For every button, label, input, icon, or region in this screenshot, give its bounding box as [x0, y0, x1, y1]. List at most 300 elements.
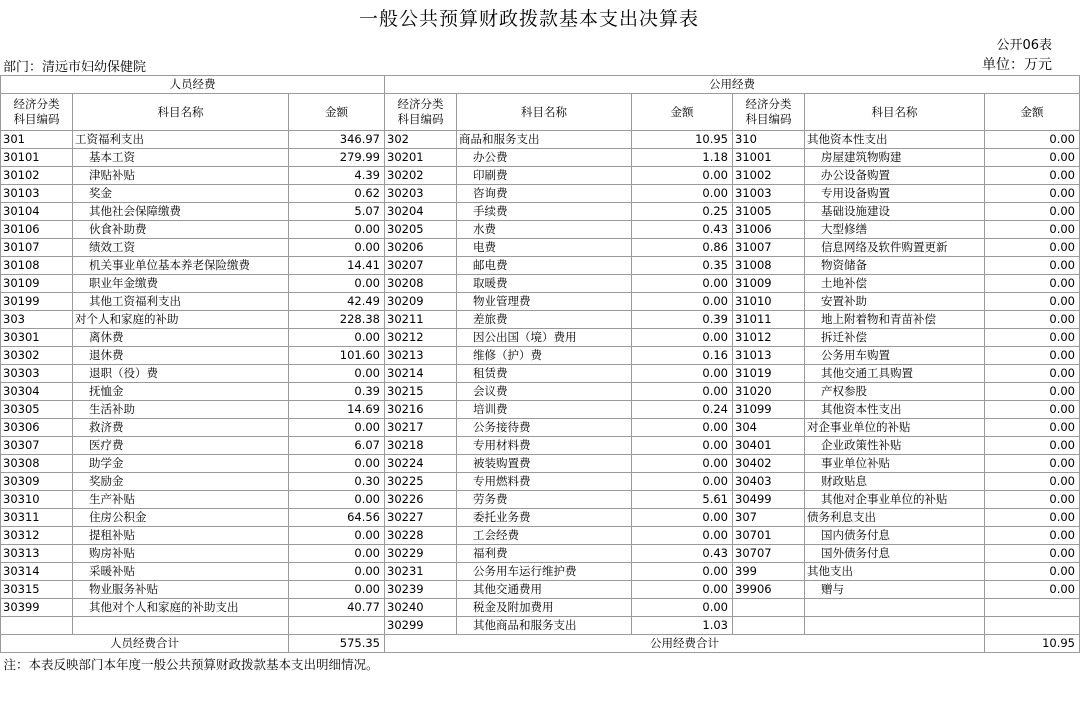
cell-code: 30207 [385, 257, 457, 275]
cell-amount: 0.00 [985, 131, 1080, 149]
table-row [1, 167, 1080, 185]
cell-item-name: 办公费 [457, 149, 632, 167]
cell-code: 30307 [1, 437, 73, 455]
cell-amount: 0.00 [985, 347, 1080, 365]
cell-amount: 0.39 [632, 311, 733, 329]
cell-item-name: 拆迁补偿 [805, 329, 985, 347]
table-row [1, 149, 1080, 167]
table-row [1, 491, 1080, 509]
cell-code: 301 [1, 131, 73, 149]
cell-item-name: 专用燃料费 [457, 473, 632, 491]
cell-item-name: 其他对企事业单位的补贴 [805, 491, 985, 509]
cell-item-name: 绩效工资 [73, 239, 289, 257]
cell-amount: 0.00 [985, 437, 1080, 455]
cell-code: 30203 [385, 185, 457, 203]
cell-code: 30201 [385, 149, 457, 167]
cell-item-name: 手续费 [457, 203, 632, 221]
cell-item-name: 其他对个人和家庭的补助支出 [73, 599, 289, 617]
cell-item-name: 奖金 [73, 185, 289, 203]
cell-amount: 0.00 [632, 383, 733, 401]
cell-code: 30311 [1, 509, 73, 527]
cell-item-name: 税金及附加费用 [457, 599, 632, 617]
cell-amount: 0.00 [985, 527, 1080, 545]
section-public: 公用经费 [385, 76, 1080, 94]
cell-code: 30304 [1, 383, 73, 401]
cell-amount: 0.00 [632, 599, 733, 617]
cell-amount: 0.00 [632, 455, 733, 473]
cell-amount: 0.00 [289, 275, 385, 293]
report-title: 一般公共预算财政拨款基本支出决算表 [358, 8, 699, 30]
cell-amount: 0.00 [289, 563, 385, 581]
cell-item-name: 劳务费 [457, 491, 632, 509]
cell-code: 30109 [1, 275, 73, 293]
cell-item-name: 抚恤金 [73, 383, 289, 401]
cell-item-name: 赠与 [805, 581, 985, 599]
cell-amount [289, 617, 385, 635]
cell-amount: 14.69 [289, 401, 385, 419]
cell-amount: 0.00 [632, 167, 733, 185]
cell-amount: 0.00 [632, 563, 733, 581]
cell-code: 30403 [733, 473, 805, 491]
cell-amount: 0.00 [985, 545, 1080, 563]
table-row [1, 203, 1080, 221]
cell-amount: 0.00 [289, 491, 385, 509]
cell-code: 30301 [1, 329, 73, 347]
cell-code: 30312 [1, 527, 73, 545]
cell-code: 31019 [733, 365, 805, 383]
cell-code: 30302 [1, 347, 73, 365]
cell-amount: 0.00 [289, 329, 385, 347]
table-row [1, 221, 1080, 239]
cell-amount: 279.99 [289, 149, 385, 167]
cell-amount [985, 599, 1080, 617]
cell-code: 30315 [1, 581, 73, 599]
cell-item-name: 其他交通费用 [457, 581, 632, 599]
cell-item-name: 取暖费 [457, 275, 632, 293]
cell-code: 31020 [733, 383, 805, 401]
cell-amount: 0.00 [985, 401, 1080, 419]
table-row [1, 311, 1080, 329]
cell-item-name: 福利费 [457, 545, 632, 563]
cell-amount [985, 617, 1080, 635]
cell-amount: 0.62 [289, 185, 385, 203]
table-row [1, 365, 1080, 383]
table-row [1, 401, 1080, 419]
cell-amount: 0.00 [289, 419, 385, 437]
cell-amount: 64.56 [289, 509, 385, 527]
table-row [1, 563, 1080, 581]
table-row [1, 509, 1080, 527]
cell-item-name: 救济费 [73, 419, 289, 437]
table-row [1, 185, 1080, 203]
cell-amount: 0.00 [985, 185, 1080, 203]
cell-item-name: 其他交通工具购置 [805, 365, 985, 383]
cell-item-name: 办公设备购置 [805, 167, 985, 185]
cell-item-name: 其他资本性支出 [805, 131, 985, 149]
cell-amount: 0.00 [632, 293, 733, 311]
cell-amount: 5.61 [632, 491, 733, 509]
cell-code: 30214 [385, 365, 457, 383]
section-header-row [1, 76, 1080, 94]
cell-item-name: 物业服务补贴 [73, 581, 289, 599]
department-label: 部门：清远市妇幼保健院 [3, 60, 147, 75]
cell-code: 31002 [733, 167, 805, 185]
cell-amount: 0.00 [985, 221, 1080, 239]
cell-amount: 6.07 [289, 437, 385, 455]
cell-amount: 10.95 [632, 131, 733, 149]
cell-amount: 0.86 [632, 239, 733, 257]
cell-code: 30313 [1, 545, 73, 563]
cell-code: 31013 [733, 347, 805, 365]
cell-amount: 0.00 [985, 167, 1080, 185]
cell-code: 30402 [733, 455, 805, 473]
section-personnel: 人员经费 [1, 76, 385, 94]
cell-item-name: 对个人和家庭的补助 [73, 311, 289, 329]
cell-amount: 4.39 [289, 167, 385, 185]
cell-code: 30213 [385, 347, 457, 365]
cell-code: 303 [1, 311, 73, 329]
cell-code: 30707 [733, 545, 805, 563]
cell-amount: 0.00 [985, 509, 1080, 527]
cell-amount: 101.60 [289, 347, 385, 365]
cell-item-name: 安置补助 [805, 293, 985, 311]
cell-amount: 0.00 [985, 365, 1080, 383]
cell-amount: 0.00 [985, 329, 1080, 347]
table-row [1, 383, 1080, 401]
cell-code: 30206 [385, 239, 457, 257]
cell-amount: 0.00 [289, 455, 385, 473]
cell-item-name: 购房补贴 [73, 545, 289, 563]
cell-amount: 1.03 [632, 617, 733, 635]
table-row [1, 329, 1080, 347]
cell-code: 30399 [1, 599, 73, 617]
cell-code: 30308 [1, 455, 73, 473]
cell-amount: 0.00 [985, 419, 1080, 437]
cell-code: 30211 [385, 311, 457, 329]
cell-item-name: 奖励金 [73, 473, 289, 491]
cell-item-name: 提租补贴 [73, 527, 289, 545]
cell-amount: 0.43 [632, 545, 733, 563]
cell-item-name: 退休费 [73, 347, 289, 365]
cell-amount: 228.38 [289, 311, 385, 329]
cell-code [733, 599, 805, 617]
cell-amount: 0.25 [632, 203, 733, 221]
table-row [1, 419, 1080, 437]
cell-code: 31012 [733, 329, 805, 347]
cell-amount: 0.00 [632, 185, 733, 203]
cell-item-name: 医疗费 [73, 437, 289, 455]
cell-item-name: 会议费 [457, 383, 632, 401]
cell-amount: 0.00 [289, 221, 385, 239]
cell-code: 39906 [733, 581, 805, 599]
cell-code: 30102 [1, 167, 73, 185]
table-row [1, 257, 1080, 275]
cell-item-name: 电费 [457, 239, 632, 257]
col-amount-header: 金额 [289, 94, 385, 131]
cell-item-name: 其他资本性支出 [805, 401, 985, 419]
cell-item-name: 采暖补贴 [73, 563, 289, 581]
cell-item-name [73, 617, 289, 635]
cell-item-name: 邮电费 [457, 257, 632, 275]
cell-amount: 0.00 [632, 527, 733, 545]
cell-code: 30212 [385, 329, 457, 347]
cell-item-name: 机关事业单位基本养老保险缴费 [73, 257, 289, 275]
cell-item-name: 土地补偿 [805, 275, 985, 293]
cell-code: 30305 [1, 401, 73, 419]
cell-item-name: 培训费 [457, 401, 632, 419]
cell-code: 30309 [1, 473, 73, 491]
col-name-header: 科目名称 [805, 94, 985, 131]
table-row [1, 293, 1080, 311]
cell-item-name: 基础设施建设 [805, 203, 985, 221]
col-code-header: 经济分类 科目编码 [1, 94, 73, 131]
cell-amount: 0.00 [985, 275, 1080, 293]
cell-code: 30701 [733, 527, 805, 545]
cell-amount: 0.35 [632, 257, 733, 275]
public-total-label: 公用经费合计 [385, 635, 985, 653]
table-row [1, 239, 1080, 257]
cell-code: 31003 [733, 185, 805, 203]
cell-amount: 0.00 [985, 203, 1080, 221]
cell-item-name: 公务用车运行维护费 [457, 563, 632, 581]
cell-code: 30401 [733, 437, 805, 455]
cell-item-name: 生活补助 [73, 401, 289, 419]
cell-code: 30104 [1, 203, 73, 221]
cell-item-name: 公务用车购置 [805, 347, 985, 365]
cell-code: 304 [733, 419, 805, 437]
form-number: 公开06表 [996, 38, 1052, 53]
cell-code: 30209 [385, 293, 457, 311]
cell-item-name: 因公出国（境）费用 [457, 329, 632, 347]
cell-amount: 0.00 [985, 293, 1080, 311]
cell-code: 31001 [733, 149, 805, 167]
cell-amount: 0.43 [632, 221, 733, 239]
table-row [1, 599, 1080, 617]
cell-code: 30199 [1, 293, 73, 311]
cell-code: 30225 [385, 473, 457, 491]
cell-item-name: 其他支出 [805, 563, 985, 581]
cell-amount: 0.39 [289, 383, 385, 401]
cell-code: 30239 [385, 581, 457, 599]
cell-amount: 0.24 [632, 401, 733, 419]
cell-code: 31005 [733, 203, 805, 221]
cell-code: 30227 [385, 509, 457, 527]
totals-row [1, 635, 1080, 653]
cell-amount: 42.49 [289, 293, 385, 311]
cell-code [733, 617, 805, 635]
col-name-header: 科目名称 [457, 94, 632, 131]
cell-amount: 0.00 [985, 455, 1080, 473]
cell-code: 30204 [385, 203, 457, 221]
cell-code: 31011 [733, 311, 805, 329]
cell-code: 30240 [385, 599, 457, 617]
cell-item-name: 伙食补助费 [73, 221, 289, 239]
cell-amount: 40.77 [289, 599, 385, 617]
note-row [1, 653, 1080, 676]
cell-code: 30106 [1, 221, 73, 239]
cell-item-name: 住房公积金 [73, 509, 289, 527]
cell-amount: 0.00 [632, 509, 733, 527]
cell-code: 31008 [733, 257, 805, 275]
cell-code: 30208 [385, 275, 457, 293]
cell-code: 30228 [385, 527, 457, 545]
table-row [1, 545, 1080, 563]
cell-item-name: 生产补贴 [73, 491, 289, 509]
cell-amount: 0.00 [632, 329, 733, 347]
cell-amount: 14.41 [289, 257, 385, 275]
cell-item-name: 专用材料费 [457, 437, 632, 455]
cell-item-name: 委托业务费 [457, 509, 632, 527]
cell-amount: 0.00 [985, 581, 1080, 599]
cell-code: 30216 [385, 401, 457, 419]
col-amount-header: 金额 [632, 94, 733, 131]
cell-item-name: 职业年金缴费 [73, 275, 289, 293]
cell-amount: 0.00 [985, 257, 1080, 275]
cell-item-name: 企业政策性补贴 [805, 437, 985, 455]
cell-amount: 0.00 [985, 491, 1080, 509]
cell-amount: 0.00 [632, 581, 733, 599]
table-row [1, 581, 1080, 599]
cell-item-name: 事业单位补贴 [805, 455, 985, 473]
cell-code: 307 [733, 509, 805, 527]
cell-item-name: 物业管理费 [457, 293, 632, 311]
cell-item-name: 差旅费 [457, 311, 632, 329]
cell-amount: 0.00 [289, 527, 385, 545]
cell-code: 30215 [385, 383, 457, 401]
cell-amount: 1.18 [632, 149, 733, 167]
cell-item-name: 印刷费 [457, 167, 632, 185]
cell-code [1, 617, 73, 635]
cell-amount: 0.00 [289, 239, 385, 257]
cell-code: 30224 [385, 455, 457, 473]
unit-label: 单位：万元 [982, 57, 1052, 73]
cell-code: 302 [385, 131, 457, 149]
table-row [1, 131, 1080, 149]
cell-item-name: 地上附着物和青苗补偿 [805, 311, 985, 329]
cell-item-name: 咨询费 [457, 185, 632, 203]
cell-item-name: 维修（护）费 [457, 347, 632, 365]
table-row [1, 527, 1080, 545]
cell-code: 310 [733, 131, 805, 149]
column-header-row [1, 94, 1080, 131]
table-row [1, 275, 1080, 293]
cell-item-name: 被装购置费 [457, 455, 632, 473]
table-row [1, 437, 1080, 455]
cell-item-name: 财政贴息 [805, 473, 985, 491]
cell-item-name: 公务接待费 [457, 419, 632, 437]
table-row [1, 617, 1080, 635]
cell-code: 30314 [1, 563, 73, 581]
cell-code: 30101 [1, 149, 73, 167]
cell-amount: 0.00 [985, 563, 1080, 581]
cell-amount: 0.00 [632, 473, 733, 491]
cell-item-name: 债务利息支出 [805, 509, 985, 527]
expenditure-table [0, 75, 1080, 675]
cell-item-name: 水费 [457, 221, 632, 239]
cell-item-name: 津贴补贴 [73, 167, 289, 185]
cell-item-name: 退职（役）费 [73, 365, 289, 383]
cell-item-name: 国内债务付息 [805, 527, 985, 545]
cell-code: 31009 [733, 275, 805, 293]
cell-code: 30299 [385, 617, 457, 635]
cell-item-name: 其他工资福利支出 [73, 293, 289, 311]
cell-code: 30226 [385, 491, 457, 509]
cell-item-name: 产权参股 [805, 383, 985, 401]
table-row [1, 347, 1080, 365]
cell-code: 30231 [385, 563, 457, 581]
cell-amount: 0.00 [289, 365, 385, 383]
cell-amount: 0.00 [985, 383, 1080, 401]
cell-item-name: 助学金 [73, 455, 289, 473]
cell-item-name: 物资储备 [805, 257, 985, 275]
cell-amount: 0.00 [289, 545, 385, 563]
cell-code: 30499 [733, 491, 805, 509]
cell-code: 30217 [385, 419, 457, 437]
cell-code: 30107 [1, 239, 73, 257]
cell-amount: 0.00 [632, 365, 733, 383]
public-total-value: 10.95 [985, 635, 1080, 653]
cell-item-name: 工资福利支出 [73, 131, 289, 149]
cell-amount: 0.00 [985, 473, 1080, 491]
cell-code: 30202 [385, 167, 457, 185]
cell-item-name: 对企事业单位的补贴 [805, 419, 985, 437]
col-code-header: 经济分类 科目编码 [385, 94, 457, 131]
cell-amount: 0.00 [985, 149, 1080, 167]
col-code-header: 经济分类 科目编码 [733, 94, 805, 131]
table-row [1, 455, 1080, 473]
cell-code: 30205 [385, 221, 457, 239]
cell-amount: 0.00 [985, 239, 1080, 257]
personnel-total-label: 人员经费合计 [1, 635, 289, 653]
cell-item-name: 其他商品和服务支出 [457, 617, 632, 635]
col-amount-header: 金额 [985, 94, 1080, 131]
cell-item-name: 工会经费 [457, 527, 632, 545]
cell-code: 31099 [733, 401, 805, 419]
cell-code: 31007 [733, 239, 805, 257]
cell-item-name: 基本工资 [73, 149, 289, 167]
cell-code: 31006 [733, 221, 805, 239]
cell-code: 30303 [1, 365, 73, 383]
cell-code: 31010 [733, 293, 805, 311]
cell-code: 30306 [1, 419, 73, 437]
footnote: 注：本表反映部门本年度一般公共预算财政拨款基本支出明细情况。 [1, 653, 1080, 676]
cell-amount: 0.00 [632, 275, 733, 293]
cell-item-name: 商品和服务支出 [457, 131, 632, 149]
cell-code: 30103 [1, 185, 73, 203]
cell-amount: 0.00 [632, 419, 733, 437]
cell-code: 30310 [1, 491, 73, 509]
cell-item-name: 其他社会保障缴费 [73, 203, 289, 221]
cell-item-name [805, 599, 985, 617]
cell-item-name: 离休费 [73, 329, 289, 347]
col-name-header: 科目名称 [73, 94, 289, 131]
personnel-total-value: 575.35 [289, 635, 385, 653]
cell-amount: 0.00 [985, 311, 1080, 329]
cell-code: 30218 [385, 437, 457, 455]
cell-code: 399 [733, 563, 805, 581]
cell-item-name [805, 617, 985, 635]
cell-item-name: 大型修缮 [805, 221, 985, 239]
cell-amount: 346.97 [289, 131, 385, 149]
cell-item-name: 房屋建筑物购建 [805, 149, 985, 167]
cell-amount: 0.00 [289, 581, 385, 599]
cell-amount: 0.16 [632, 347, 733, 365]
cell-amount: 0.00 [632, 437, 733, 455]
cell-amount: 5.07 [289, 203, 385, 221]
cell-item-name: 国外债务付息 [805, 545, 985, 563]
cell-item-name: 专用设备购置 [805, 185, 985, 203]
cell-item-name: 租赁费 [457, 365, 632, 383]
